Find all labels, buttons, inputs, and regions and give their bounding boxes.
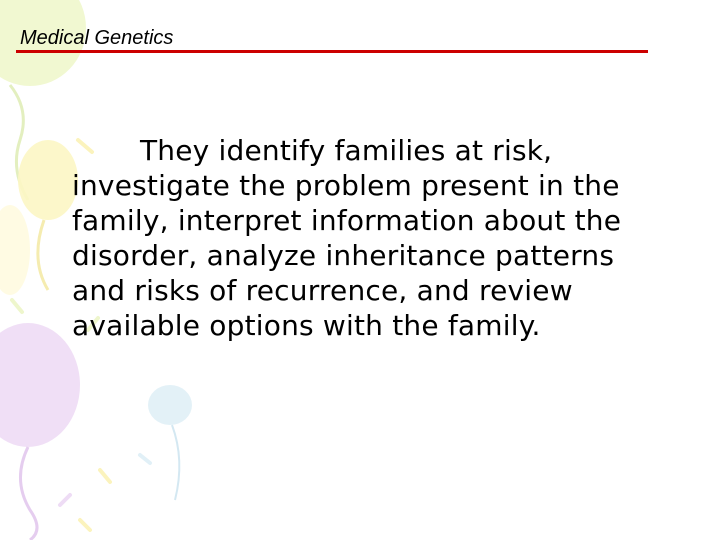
balloon-icon-pale (0, 205, 30, 295)
balloon-icon-blue (148, 385, 192, 500)
header-divider (16, 50, 648, 53)
slide-header-title: Medical Genetics (20, 27, 174, 49)
slide-body-paragraph (72, 133, 672, 343)
balloon-icon-purple (0, 323, 80, 540)
body-text: They identify families at risk, investigate the problem present in the family, interpret information about the disorder, analyze inheritance patterns and risks of recurrence, and review available options with the family. (72, 134, 622, 342)
